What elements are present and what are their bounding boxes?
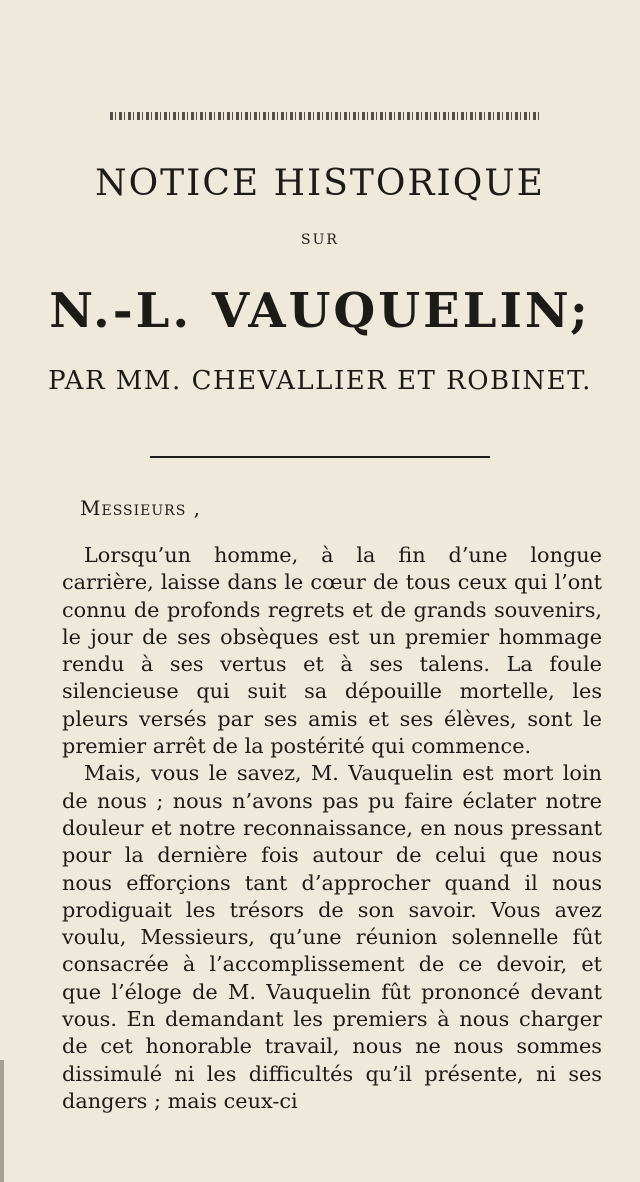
authors-line: PAR MM. CHEVALLIER ET ROBINET. <box>48 366 592 396</box>
page-edge-shadow <box>0 1060 4 1182</box>
paragraph-1: Lorsqu’un homme, à la fin d’une longue carrière, laisse dans le cœur de tous ceux qui l’ont connu de profonds regrets et de grands souvenirs, le jour de ses obsèques est un premier hommage rendu à ses vertus et à ses talens. La foule silencieuse qui suit sa dépouille mortelle, les pleurs versés par ses amis et ses élèves, sont le premier arrêt de la postérité qui commence. <box>62 543 602 759</box>
header-ornament-rule <box>110 112 540 120</box>
body-text <box>62 542 602 1115</box>
sur-label: SUR <box>301 232 339 248</box>
section-divider <box>150 456 490 458</box>
subject-name: N.-L. VAUQUELIN; <box>49 283 591 339</box>
paragraph-2: Mais, vous le savez, M. Vauquelin est mort loin de nous ; nous n’avons pas pu faire éclater notre douleur et notre reconnaissance, en nous pressant pour la dernière fois autour de celui que nous nous efforçions tant d’approcher quand il nous prodiguait les trésors de son savoir. Vous avez voulu, Messieurs, qu’une réunion solennelle fût consacrée à l’accomplissement de ce devoir, et que l’éloge de M. Vauquelin fût prononcé devant vous. En demandant les premiers à nous charger de cet honorable travail, nous ne nous sommes dissimulé ni les difficultés qu’il présente, ni ses dangers ; mais ceux-ci <box>62 761 602 1113</box>
notice-title: NOTICE HISTORIQUE <box>95 163 545 204</box>
salutation: Messieurs , <box>80 496 202 520</box>
